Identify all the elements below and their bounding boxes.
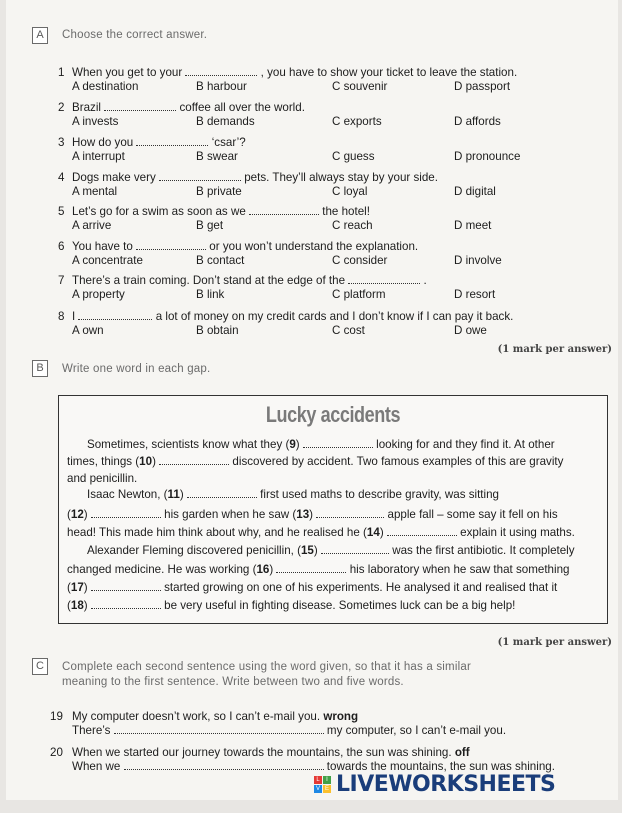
text-segment: (	[67, 508, 71, 521]
question-number: 7	[58, 274, 65, 287]
question-text-end: coffee all over the world.	[179, 101, 305, 114]
text-segment: apple fall – some say it fell on his	[387, 508, 558, 521]
logo-letter: I	[323, 776, 331, 784]
option-b[interactable]: B demands	[196, 115, 255, 128]
question-text-end: ‘csar’?	[211, 136, 246, 149]
section-c-title-line1: Complete each second sentence using the word given, so that it has a similar	[62, 661, 471, 673]
gap-number: 16	[256, 563, 270, 576]
text-segment: )	[269, 563, 274, 576]
option-b[interactable]: B get	[196, 219, 224, 232]
answer-gap[interactable]	[124, 761, 324, 770]
question-line	[58, 240, 418, 253]
answer-gap[interactable]	[159, 456, 229, 465]
option-c[interactable]: C exports	[332, 115, 382, 128]
answer-options	[72, 80, 552, 94]
option-c[interactable]: C loyal	[332, 185, 368, 198]
item-number: 20	[50, 746, 63, 759]
answer-gap[interactable]	[104, 102, 176, 111]
section-b-mark: (1 mark per answer)	[497, 637, 612, 648]
question-number: 2	[58, 101, 65, 114]
answer-options	[72, 150, 552, 164]
liveworksheets-logo	[314, 772, 618, 798]
answer-gap[interactable]	[387, 527, 457, 536]
option-b[interactable]: B private	[196, 185, 242, 198]
gap-number: 12	[70, 508, 84, 521]
text-segment: )	[152, 455, 156, 468]
gap-number: 14	[366, 526, 380, 539]
option-c[interactable]: C guess	[332, 150, 375, 163]
text-segment: looking for and they find it. At other	[376, 438, 555, 451]
answer-gap[interactable]	[316, 509, 384, 518]
question-text-start: When you get to your	[72, 66, 183, 79]
text-segment: )	[83, 599, 88, 612]
section-a-title: Choose the correct answer.	[62, 29, 208, 41]
option-a[interactable]: A mental	[72, 185, 118, 198]
text-segment: Sometimes, scientists know what they (	[87, 438, 290, 451]
answer-gap[interactable]	[78, 311, 152, 320]
question-line	[58, 171, 438, 184]
section-c-title-line2: meaning to the first sentence. Write between two and five words.	[62, 676, 404, 688]
answer-options	[72, 219, 552, 233]
section-b-letter: B	[32, 360, 48, 377]
text-segment: explain it using maths.	[460, 526, 575, 539]
question-line	[58, 310, 513, 323]
text-segment: his garden when he saw (	[164, 508, 297, 521]
text-segment: )	[379, 526, 384, 539]
option-b[interactable]: B link	[196, 288, 225, 301]
option-d[interactable]: D pronounce	[454, 150, 521, 163]
option-b[interactable]: B obtain	[196, 324, 239, 337]
sentence-start: When we	[72, 760, 121, 773]
option-c[interactable]: C consider	[332, 254, 388, 267]
question-text-start: There’s a train coming. Don’t stand at the edge of the	[72, 274, 346, 287]
option-a[interactable]: A own	[72, 324, 104, 337]
question-number: 5	[58, 205, 65, 218]
text-segment: his laboratory when he saw that something	[349, 563, 570, 576]
answer-gap[interactable]	[303, 439, 373, 448]
text-line	[67, 581, 557, 594]
text-line	[67, 455, 563, 468]
gap-number: 15	[300, 544, 314, 557]
gap-number: 11	[167, 488, 180, 501]
question-number: 1	[58, 66, 65, 79]
text-segment: )	[83, 508, 88, 521]
text-segment: times, things (	[67, 455, 140, 468]
question-line	[58, 136, 246, 149]
question-text-end: pets. They’ll always stay by your side.	[244, 171, 438, 184]
text-segment: was the first antibiotic. It completely	[392, 544, 575, 557]
question-line	[58, 205, 370, 218]
option-d[interactable]: D involve	[454, 254, 502, 267]
answer-gap[interactable]	[159, 172, 241, 181]
question-text-end: a lot of money on my credit cards and I don’t know if I can pay it back.	[155, 310, 514, 323]
question-line	[58, 66, 517, 79]
option-a[interactable]: A arrive	[72, 219, 112, 232]
keyword: off	[454, 746, 470, 759]
question-line	[58, 101, 305, 114]
question-text-end: the hotel!	[322, 205, 370, 218]
answer-gap[interactable]	[185, 67, 257, 76]
answer-gap[interactable]	[348, 275, 420, 284]
option-a[interactable]: A concentrate	[72, 254, 143, 267]
text-line	[67, 599, 515, 612]
worksheet-page	[6, 0, 618, 800]
text-segment: be very useful in fighting disease. Sometimes luck can be a big help!	[164, 599, 516, 612]
answer-gap[interactable]	[91, 600, 161, 609]
text-line	[67, 563, 569, 576]
text-line	[87, 544, 575, 557]
option-d[interactable]: D resort	[454, 288, 496, 301]
section-a-mark: (1 mark per answer)	[497, 344, 612, 355]
answer-gap[interactable]	[91, 582, 161, 591]
text-segment: )	[179, 488, 184, 501]
text-segment: Isaac Newton, (	[87, 488, 168, 501]
question-number: 8	[58, 310, 65, 323]
original-sentence: My computer doesn’t work, so I can’t e-mail you.	[72, 710, 321, 723]
option-c[interactable]: C platform	[332, 288, 386, 301]
gap-number: 10	[139, 455, 153, 468]
answer-gap[interactable]	[187, 489, 257, 498]
answer-gap[interactable]	[249, 206, 319, 215]
question-number: 3	[58, 136, 65, 149]
option-a[interactable]: A invests	[72, 115, 119, 128]
question-text-start: Let’s go for a swim as soon as we	[72, 205, 246, 218]
question-number: 4	[58, 171, 65, 184]
text-line	[67, 472, 137, 485]
text-box	[58, 395, 608, 624]
answer-gap[interactable]	[114, 725, 324, 734]
original-sentence: When we started our journey towards the mountains, the sun was shining.	[72, 746, 452, 759]
transform-sentence	[50, 746, 470, 759]
text-segment: head! This made him think about why, and he realised he (	[67, 526, 367, 539]
question-text-start: How do you	[72, 136, 134, 149]
question-number: 6	[58, 240, 65, 253]
option-a[interactable]: A property	[72, 288, 125, 301]
section-b-title: Write one word in each gap.	[62, 363, 211, 375]
text-segment: changed medicine. He was working (	[67, 563, 257, 576]
text-segment: )	[83, 581, 88, 594]
logo-letter: E	[324, 786, 329, 792]
text-segment: Alexander Fleming discovered penicillin, (	[87, 544, 301, 557]
logo-letter: L	[314, 776, 322, 784]
transform-sentence	[50, 710, 358, 723]
question-text-end: , you have to show your ticket to leave the station.	[260, 66, 518, 79]
answer-options	[72, 254, 552, 268]
gap-number: 13	[296, 508, 310, 521]
gap-number: 9	[289, 438, 296, 451]
gap-number: 17	[70, 581, 84, 594]
brand-name: LIVEWORKSHEETS	[336, 772, 556, 797]
logo-icon	[314, 776, 332, 794]
option-d[interactable]: D passport	[454, 80, 511, 93]
question-text-start: You have to	[72, 240, 133, 253]
question-line	[58, 274, 427, 287]
option-b[interactable]: B harbour	[196, 80, 247, 93]
section-c-letter: C	[32, 658, 48, 675]
section-a-letter: A	[32, 27, 48, 44]
sentence-end: my computer, so I can’t e-mail you.	[326, 724, 507, 737]
answer-options	[72, 115, 552, 129]
answer-options	[72, 288, 552, 302]
option-c[interactable]: C cost	[332, 324, 365, 337]
question-text-start: Brazil	[72, 101, 101, 114]
option-d[interactable]: D meet	[454, 219, 492, 232]
answer-gap[interactable]	[136, 241, 206, 250]
text-line	[87, 488, 499, 501]
answer-gap[interactable]	[136, 137, 208, 146]
option-b[interactable]: B swear	[196, 150, 238, 163]
logo-letter: V	[315, 786, 320, 792]
text-title: Lucky accidents	[265, 402, 401, 427]
option-d[interactable]: D affords	[454, 115, 501, 128]
item-number: 19	[50, 710, 63, 723]
option-a[interactable]: A interrupt	[72, 150, 125, 163]
option-b[interactable]: B contact	[196, 254, 245, 267]
sentence-start: There’s	[72, 724, 111, 737]
answer-gap[interactable]	[276, 564, 346, 573]
text-segment: and penicillin.	[67, 472, 138, 485]
text-segment: )	[313, 544, 318, 557]
keyword: wrong	[323, 710, 359, 723]
question-text-end: or you won’t understand the explanation.	[209, 240, 419, 253]
option-a[interactable]: A destination	[72, 80, 139, 93]
answer-options	[72, 324, 552, 338]
option-d[interactable]: D digital	[454, 185, 496, 198]
text-line	[67, 508, 558, 521]
text-segment: )	[309, 508, 314, 521]
text-segment: (	[67, 599, 71, 612]
text-segment: discovered by accident. Two famous examples of this are gravity	[232, 455, 564, 468]
question-text-start: I	[72, 310, 76, 323]
answer-options	[72, 185, 552, 199]
text-line	[67, 526, 575, 539]
answer-gap[interactable]	[321, 545, 389, 554]
option-c[interactable]: C reach	[332, 219, 373, 232]
answer-gap[interactable]	[91, 509, 161, 518]
text-segment: first used maths to describe gravity, was sitting	[260, 488, 499, 501]
text-segment: started growing on one of his experiments. He analysed it and realised that it	[164, 581, 558, 594]
question-text-end: .	[423, 274, 427, 287]
option-c[interactable]: C souvenir	[332, 80, 388, 93]
gap-number: 18	[70, 599, 84, 612]
completion-line	[72, 724, 506, 737]
text-segment: (	[67, 581, 71, 594]
question-text-start: Dogs make very	[72, 171, 156, 184]
option-d[interactable]: D owe	[454, 324, 487, 337]
text-line	[87, 438, 555, 451]
sentence-end: towards the mountains, the sun was shining.	[326, 760, 555, 773]
text-segment: )	[295, 438, 300, 451]
